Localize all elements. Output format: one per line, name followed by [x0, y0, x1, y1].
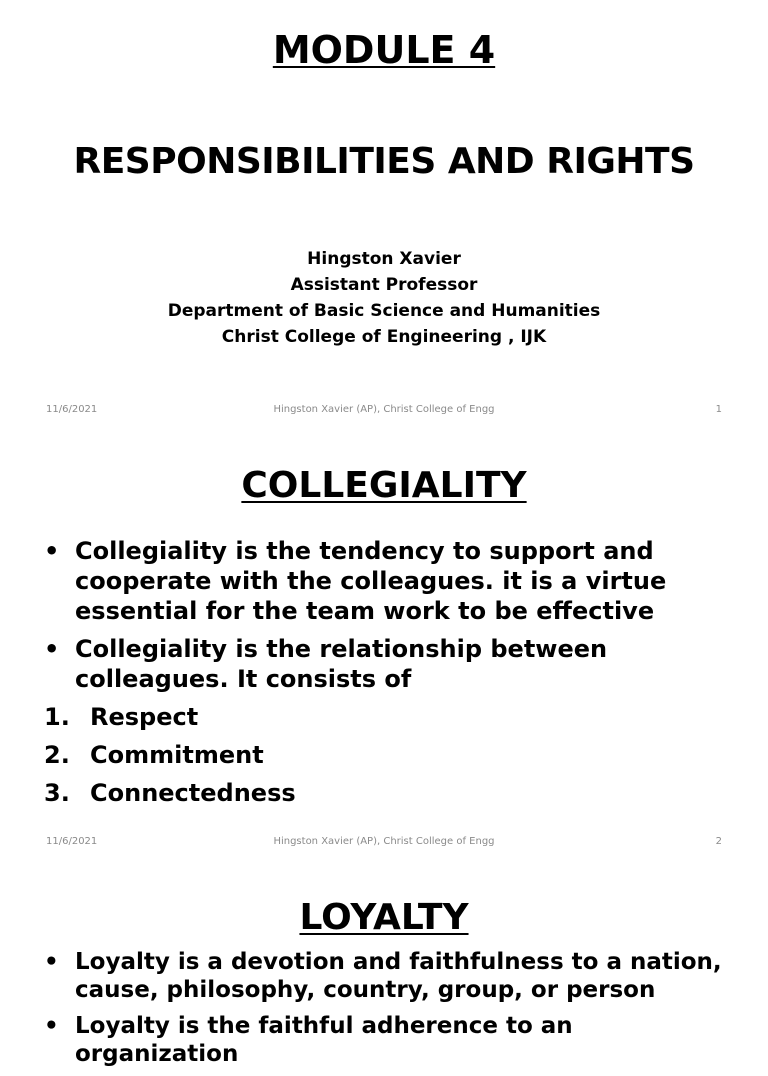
bullet-text: Collegiality is the tendency to support and cooperate with the colleagues. it is a virtue essential for the team work to be effective [75, 537, 667, 625]
number-marker: 3. [44, 779, 70, 807]
bullet-text: Loyalty is a devotion and faithfulness to a nation, cause, philosophy, country, group, or person [75, 949, 722, 1003]
author-institution: Christ College of Engineering , IJK [221, 327, 547, 347]
author-position: Assistant Professor [290, 275, 478, 295]
numbered-item [44, 778, 728, 808]
author-name: Hingston Xavier [307, 249, 461, 269]
slide-1 [0, 0, 768, 432]
bullet-icon: • [44, 635, 60, 663]
footer-page-number: 2 [715, 836, 722, 847]
footer-author: Hingston Xavier (AP), Christ College of Engg [273, 404, 495, 415]
slide-heading: COLLEGIALITY [241, 465, 527, 506]
author-department: Department of Basic Science and Humanities [167, 301, 601, 321]
numbered-item [44, 740, 728, 770]
slide-3 [0, 864, 768, 1067]
numbered-text: Respect [90, 703, 199, 731]
footer-page-number: 1 [715, 404, 722, 415]
bullet-icon: • [44, 537, 60, 565]
bullet-text: Loyalty is the faithful adherence to an organization [75, 1013, 573, 1067]
number-marker: 1. [44, 703, 70, 731]
slide-heading: LOYALTY [299, 897, 469, 938]
slide-content [44, 948, 728, 1076]
numbered-text: Connectedness [90, 779, 296, 807]
module-title: MODULE 4 [272, 28, 496, 72]
slide-2 [0, 432, 768, 864]
author-block [0, 246, 768, 350]
bullet-item [44, 536, 728, 626]
bullet-icon: • [44, 1013, 59, 1039]
footer-author: Hingston Xavier (AP), Christ College of Engg [273, 836, 495, 847]
bullet-icon: • [44, 949, 59, 975]
slide-content [44, 536, 728, 816]
bullet-item [44, 1012, 728, 1068]
slide-footer [46, 404, 722, 420]
bullet-text: Collegiality is the relationship between colleagues. It consists of [75, 635, 608, 693]
numbered-item [44, 702, 728, 732]
numbered-text: Commitment [90, 741, 264, 769]
slide-footer [46, 836, 722, 852]
main-title: RESPONSIBILITIES AND RIGHTS [73, 141, 695, 182]
footer-date: 11/6/2021 [46, 404, 98, 415]
bullet-item [44, 948, 728, 1004]
number-marker: 2. [44, 741, 70, 769]
footer-date: 11/6/2021 [46, 836, 98, 847]
bullet-item [44, 634, 728, 694]
